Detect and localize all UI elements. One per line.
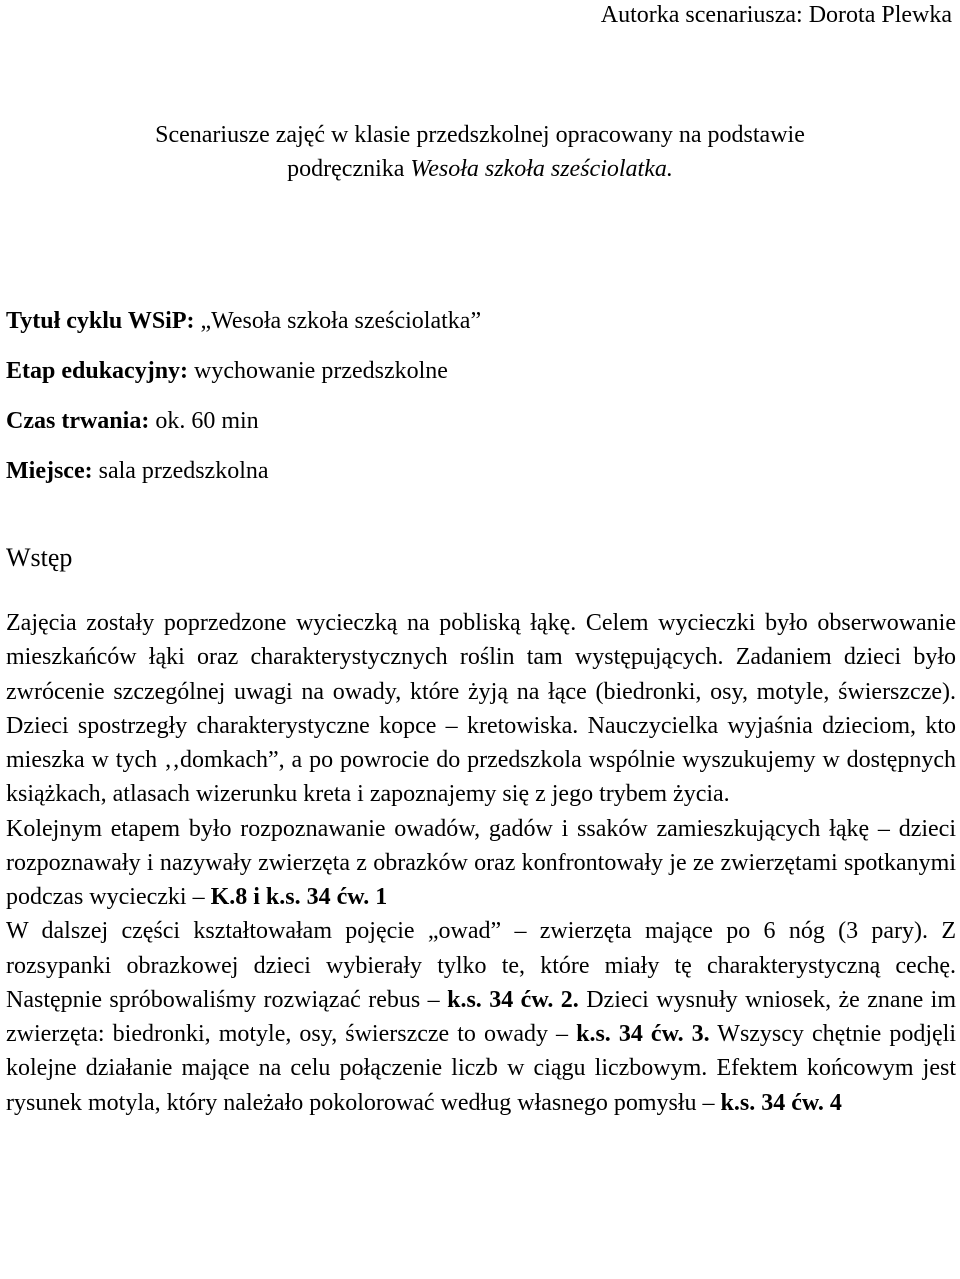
place-label: Miejsce:	[6, 458, 93, 484]
book-title: Wesoła szkoła sześciolatka.	[410, 156, 673, 182]
duration-value: ok. 60 min	[149, 408, 259, 434]
cycle-title-row	[6, 306, 481, 336]
paragraph-3-text-2: Dzieci wysnuły wniosek, że znane im zwierzęta: biedronki, motyle, osy, świerszcze to owady –	[6, 986, 956, 1047]
subtitle-line-2-prefix: podręcznika	[287, 156, 411, 182]
subtitle-line-2	[0, 152, 960, 186]
reference-k8: K.8 i k.s. 34 ćw. 1	[210, 884, 388, 910]
education-stage-row	[6, 356, 448, 386]
education-stage-label: Etap edukacyjny:	[6, 358, 189, 384]
body-text	[6, 606, 956, 1120]
paragraph-3-text-1: W dalszej części kształtowałam pojęcie „owad” – zwierzęta mające po 6 nóg (3 pary). Z rozsypanki obrazkowej dzieci wybierały tylko te, które miały tę charakterystyczną cechę. Następnie spróbowaliśmy rozwiązać rebus –	[6, 918, 956, 1013]
section-heading: Wstęp	[6, 543, 73, 572]
duration-label: Czas trwania:	[6, 408, 150, 434]
paragraph-1: Zajęcia zostały poprzedzone wycieczką na pobliską łąkę. Celem wycieczki było obserwowanie mieszkańców łąki oraz charakterystycznych roślin tam występujących. Zadaniem dzieci było zwrócenie szczególnej uwagi na owady, które żyją na łące (biedronki, osy, motyle, świerszcze). Dzieci spostrzegły charakterystyczne kopce – kretowiska. Nauczycielka wyjaśnia dzieciom, kto mieszka w tych ‚‚domkach”, a po powrocie do przedszkola wspólnie wyszukujemy w dostępnych książkach, atlasach wizerunku kreta i zapoznajemy się z jego trybem życia.	[6, 610, 956, 808]
place-row	[6, 456, 269, 486]
cycle-title-label: Tytuł cyklu WSiP:	[6, 308, 195, 334]
reference-ex4: k.s. 34 ćw. 4	[720, 1089, 842, 1116]
author-line: Autorka scenariusza: Dorota Plewka	[600, 2, 952, 28]
reference-ex2: k.s. 34 ćw. 2.	[447, 986, 579, 1013]
place-value: sala przedszkolna	[92, 458, 269, 484]
cycle-title-value: „Wesoła szkoła sześciolatka”	[194, 308, 482, 334]
paragraph-3-text-3: Wszyscy chętnie podjęli kolejne działanie mające na celu połączenie liczb w ciągu liczbowym. Efektem końcowym jest rysunek motyla, który należało pokolorować według własnego pomysłu –	[6, 1021, 956, 1116]
subtitle-line-1: Scenariusze zajęć w klasie przedszkolnej opracowany na podstawie	[155, 122, 805, 148]
education-stage-value: wychowanie przedszkolne	[188, 358, 448, 384]
document-subtitle	[0, 118, 960, 186]
duration-row	[6, 406, 259, 436]
paragraph-3	[6, 914, 956, 1120]
paragraph-2-text: Kolejnym etapem było rozpoznawanie owadów, gadów i ssaków zamieszkujących łąkę – dzieci rozpoznawały i nazywały zwierzęta z obrazków oraz konfrontowały je ze zwierzętami spotkanymi podczas wycieczki –	[6, 815, 956, 910]
reference-ex3: k.s. 34 ćw. 3.	[576, 1021, 710, 1047]
paragraph-2	[6, 812, 956, 915]
